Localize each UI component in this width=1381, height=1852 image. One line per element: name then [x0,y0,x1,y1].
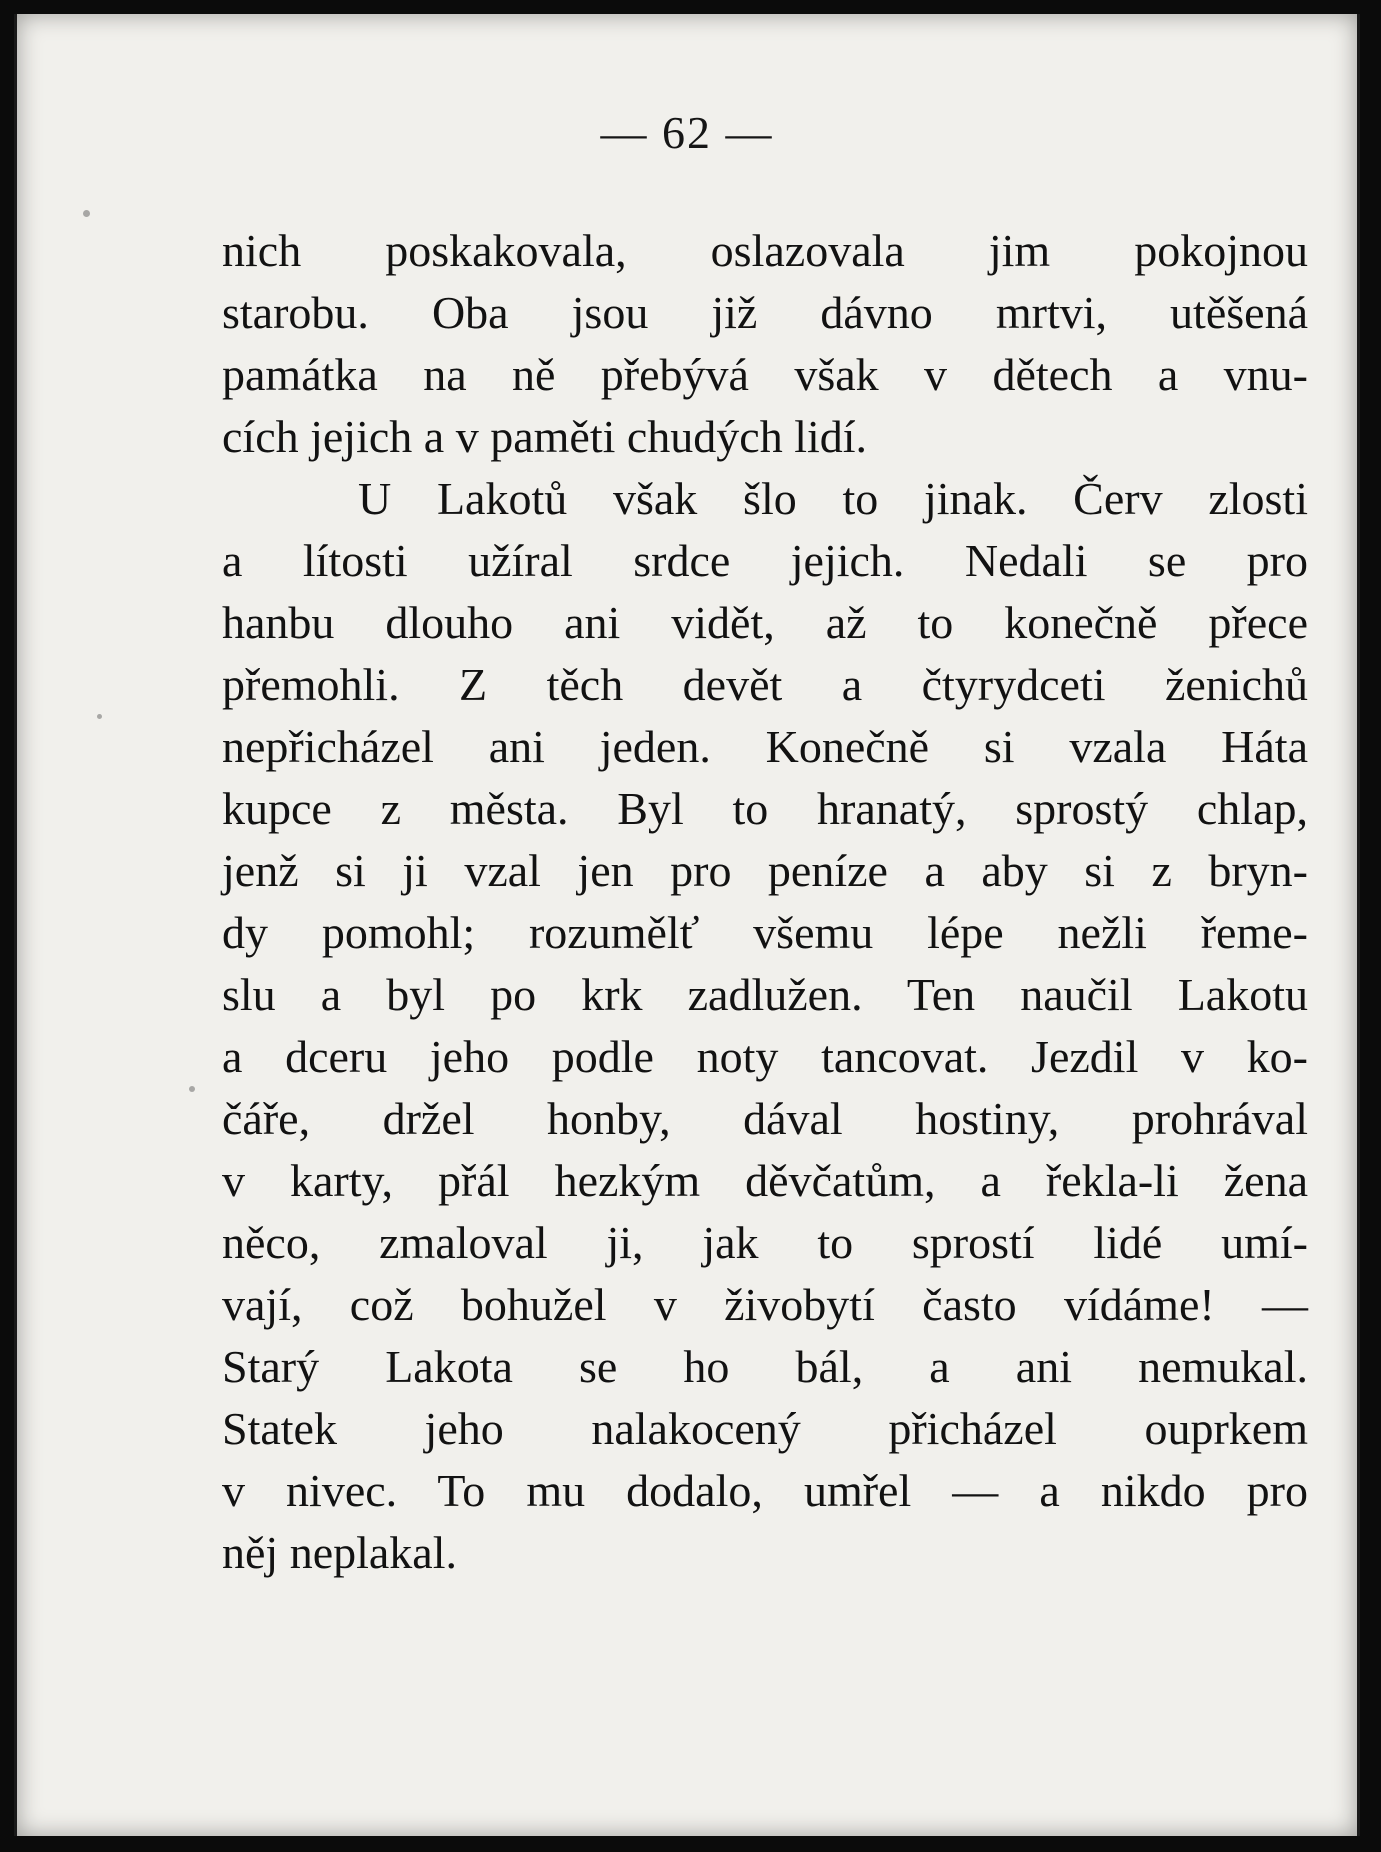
text-line: slu a byl po krk zadlužen. Ten naučil Lakotu [222,969,1308,1020]
text-line: a dceru jeho podle noty tancovat. Jezdil v ko- [222,1031,1308,1082]
text-line: hanbu dlouho ani vidět, až to konečně přece [222,597,1308,648]
speck-mark [83,210,90,217]
text-line: jenž si ji vzal jen pro peníze a aby si z bryn- [222,845,1308,896]
paragraph-2 [222,468,1308,1584]
text-line: starobu. Oba jsou již dávno mrtvi, utěšená [222,287,1308,338]
paragraph-1 [222,220,1308,468]
text-line: Statek jeho nalakocený přicházel ouprkem [222,1403,1308,1454]
body-text [222,220,1308,1584]
text-line: čáře, držel honby, dával hostiny, prohrával [222,1093,1308,1144]
book-page [14,14,1360,1836]
text-line: v karty, přál hezkým děvčatům, a řekla-li žena [222,1155,1308,1206]
text-line: památka na ně přebývá však v dětech a vnu- [222,349,1308,400]
text-line: dy pomohl; rozumělť všemu lépe nežli řeme- [222,907,1308,958]
text-line: a lítosti užíral srdce jejich. Nedali se pro [222,535,1308,586]
text-line: přemohli. Z těch devět a čtyrydceti ženichů [222,659,1308,710]
text-line: nich poskakovala, oslazovala jim pokojnou [222,225,1308,276]
text-line: Starý Lakota se ho bál, a ani nemukal. [222,1341,1308,1392]
speck-mark [189,1086,195,1092]
text-line: nepřicházel ani jeden. Konečně si vzala Háta [222,721,1308,772]
page-number: — 62 — [600,107,774,158]
text-line: U Lakotů však šlo to jinak. Červ zlosti [358,473,1308,524]
text-line: v nivec. To mu dodalo, umřel — a nikdo pro [222,1465,1308,1516]
text-line: něj neplakal. [222,1527,458,1578]
speck-mark [97,714,102,719]
text-line: cích jejich a v paměti chudých lidí. [222,411,868,462]
text-line: kupce z města. Byl to hranatý, sprostý chlap, [222,783,1308,834]
text-line: vají, což bohužel v živobytí často vídáme! — [222,1279,1308,1330]
text-line: něco, zmaloval ji, jak to sprostí lidé umí- [222,1217,1308,1268]
